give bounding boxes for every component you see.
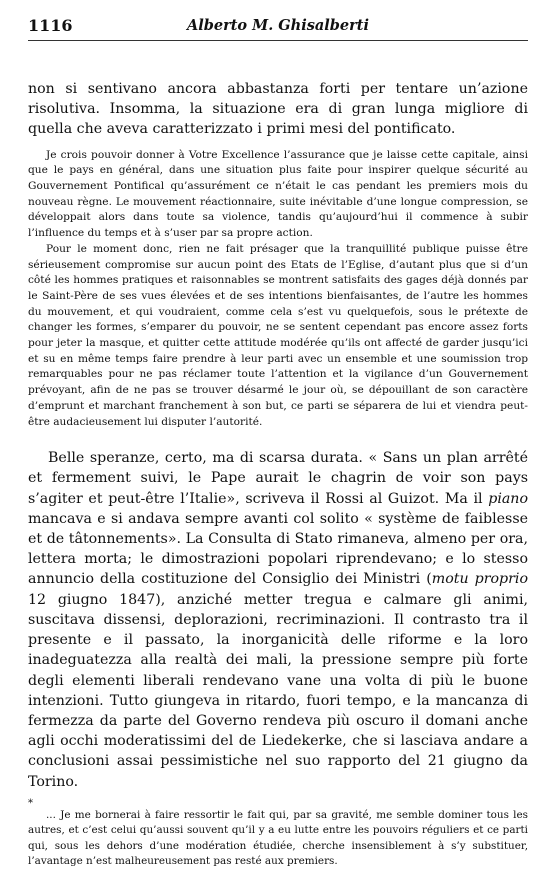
opening-paragraph: non si sentivano ancora abbastanza forti per tentare un’azione risolutiva. Insomma, la situazione era di gran lunga migliore di quella che aveva caratterizzato i primi mesi del pontificato. [28,81,528,138]
body-text-part-3: 12 giugno 1847), anziché metter tregua e calmare gli animi, suscitava dissensi, deplorazioni, recriminazioni. Il contrasto tra il presente e il passato, la inorganicità delle riforme e la loro inadeguatezza alla realtà dei mali, la pressione sempre più forte degli elementi liberali rendevano vane una volta di più le buone intenzioni. Tutto giungeva in ritardo, fuori tempo, e la mancanza di fermezza da parte del Governo rendeva più oscuro il domani anche agli occhi moderatissimi del de Liedekerke, che si lasciava andare a conclusioni assai pessimistiche nel suo rapporto del 21 giugno da Torino. [28,591,528,790]
italic-motu-proprio: motu proprio [431,571,528,588]
italic-piano: piano [488,490,528,507]
running-head: Alberto M. Ghisalberti [186,17,370,34]
book-page [28,14,528,870]
quoted-paragraph-1: Je crois pouvoir donner à Votre Excellence l’assurance que je laisse cette capitale, ainsi que le pays en général, dans une situation plus faite pour inspirer quelque sécurité au Gouvernement Pontifical qu’assurément ce n’était le cas pendant les premiers mois du nouveau règne. Le mouvement réactionnaire, suite inévitable d’une longue compression, se développait alors dans toute sa violence, tandis qu’aujourd’hui il commence à subir l’influence du temps et à s’user par sa propre action. [28,148,528,240]
body-text-part-1: Belle speranze, certo, ma di scarsa durata. « Sans un plan arrêté et fermement suivi, le Pape aurait le chagrin de voir son pays s’agiter et peut-être l’Italie», scriveva il Rossi al Guizot. Ma il [28,450,528,507]
footnote-quote: ... Je me bornerai à faire ressortir le fait qui, par sa gravité, me semble dominer tous les autres, et c’est celui qu’aussi souvent qu’il y a eu lutte entre les pouvoirs réguliers et ce parti qui, sous les dehors d’une modération étudiée, cherche insensiblement à s’y substituer, l’avantage n’est malheureusement pas resté aux premiers. [28,808,528,868]
page-number: 1116 [28,16,73,35]
footnote-marker: * [28,797,33,809]
quoted-paragraph-2: Pour le moment donc, rien ne fait présager que la tranquillité publique puisse être sérieusement compromise sur aucun point des Etats de l’Eglise, d’autant plus que si d’un côté les hommes pratiques et raisonnables se montrent satisfaits des gages déjà donnés par le Saint-Père de ses vues élevées et de ses intentions bienfaisantes, de l’autre les hommes du mouvement, et qui voudraient, comme cela s’est vu quelquefois, sous le prétexte de changer les formes, s’emparer du pouvoir, ne se sentent cependant pas encore assez forts pour jeter la masque, et quitter cette attitude modérée qu’ils ont affecté de garder jusqu’ici et su en même temps faire prendre à leur parti avec un ensemble et une soumission trop remarquables pour ne pas réclamer toute l’attention et la vigilance d’un Gouvernement prévoyant, afin de ne pas se trouver désarmé le jour où, se dépouillant de son caractère d’emprunt et marchant franchement à son but, ce parti se séparera de lui et viendra peut-être audacieusement lui disputer l’autorité. [28,242,528,428]
page-header [28,14,528,41]
body-text-part-2: mancava e si andava sempre avanti col solito « système de faiblesse et de tâtonnements». La Consulta di Stato rimaneva, almeno per ora, lettera morta; le dimostrazioni popolari riprendevano; e lo stesso annuncio della costituzione del Consiglio dei Ministri ( [28,510,528,588]
body-paragraph [28,448,528,791]
